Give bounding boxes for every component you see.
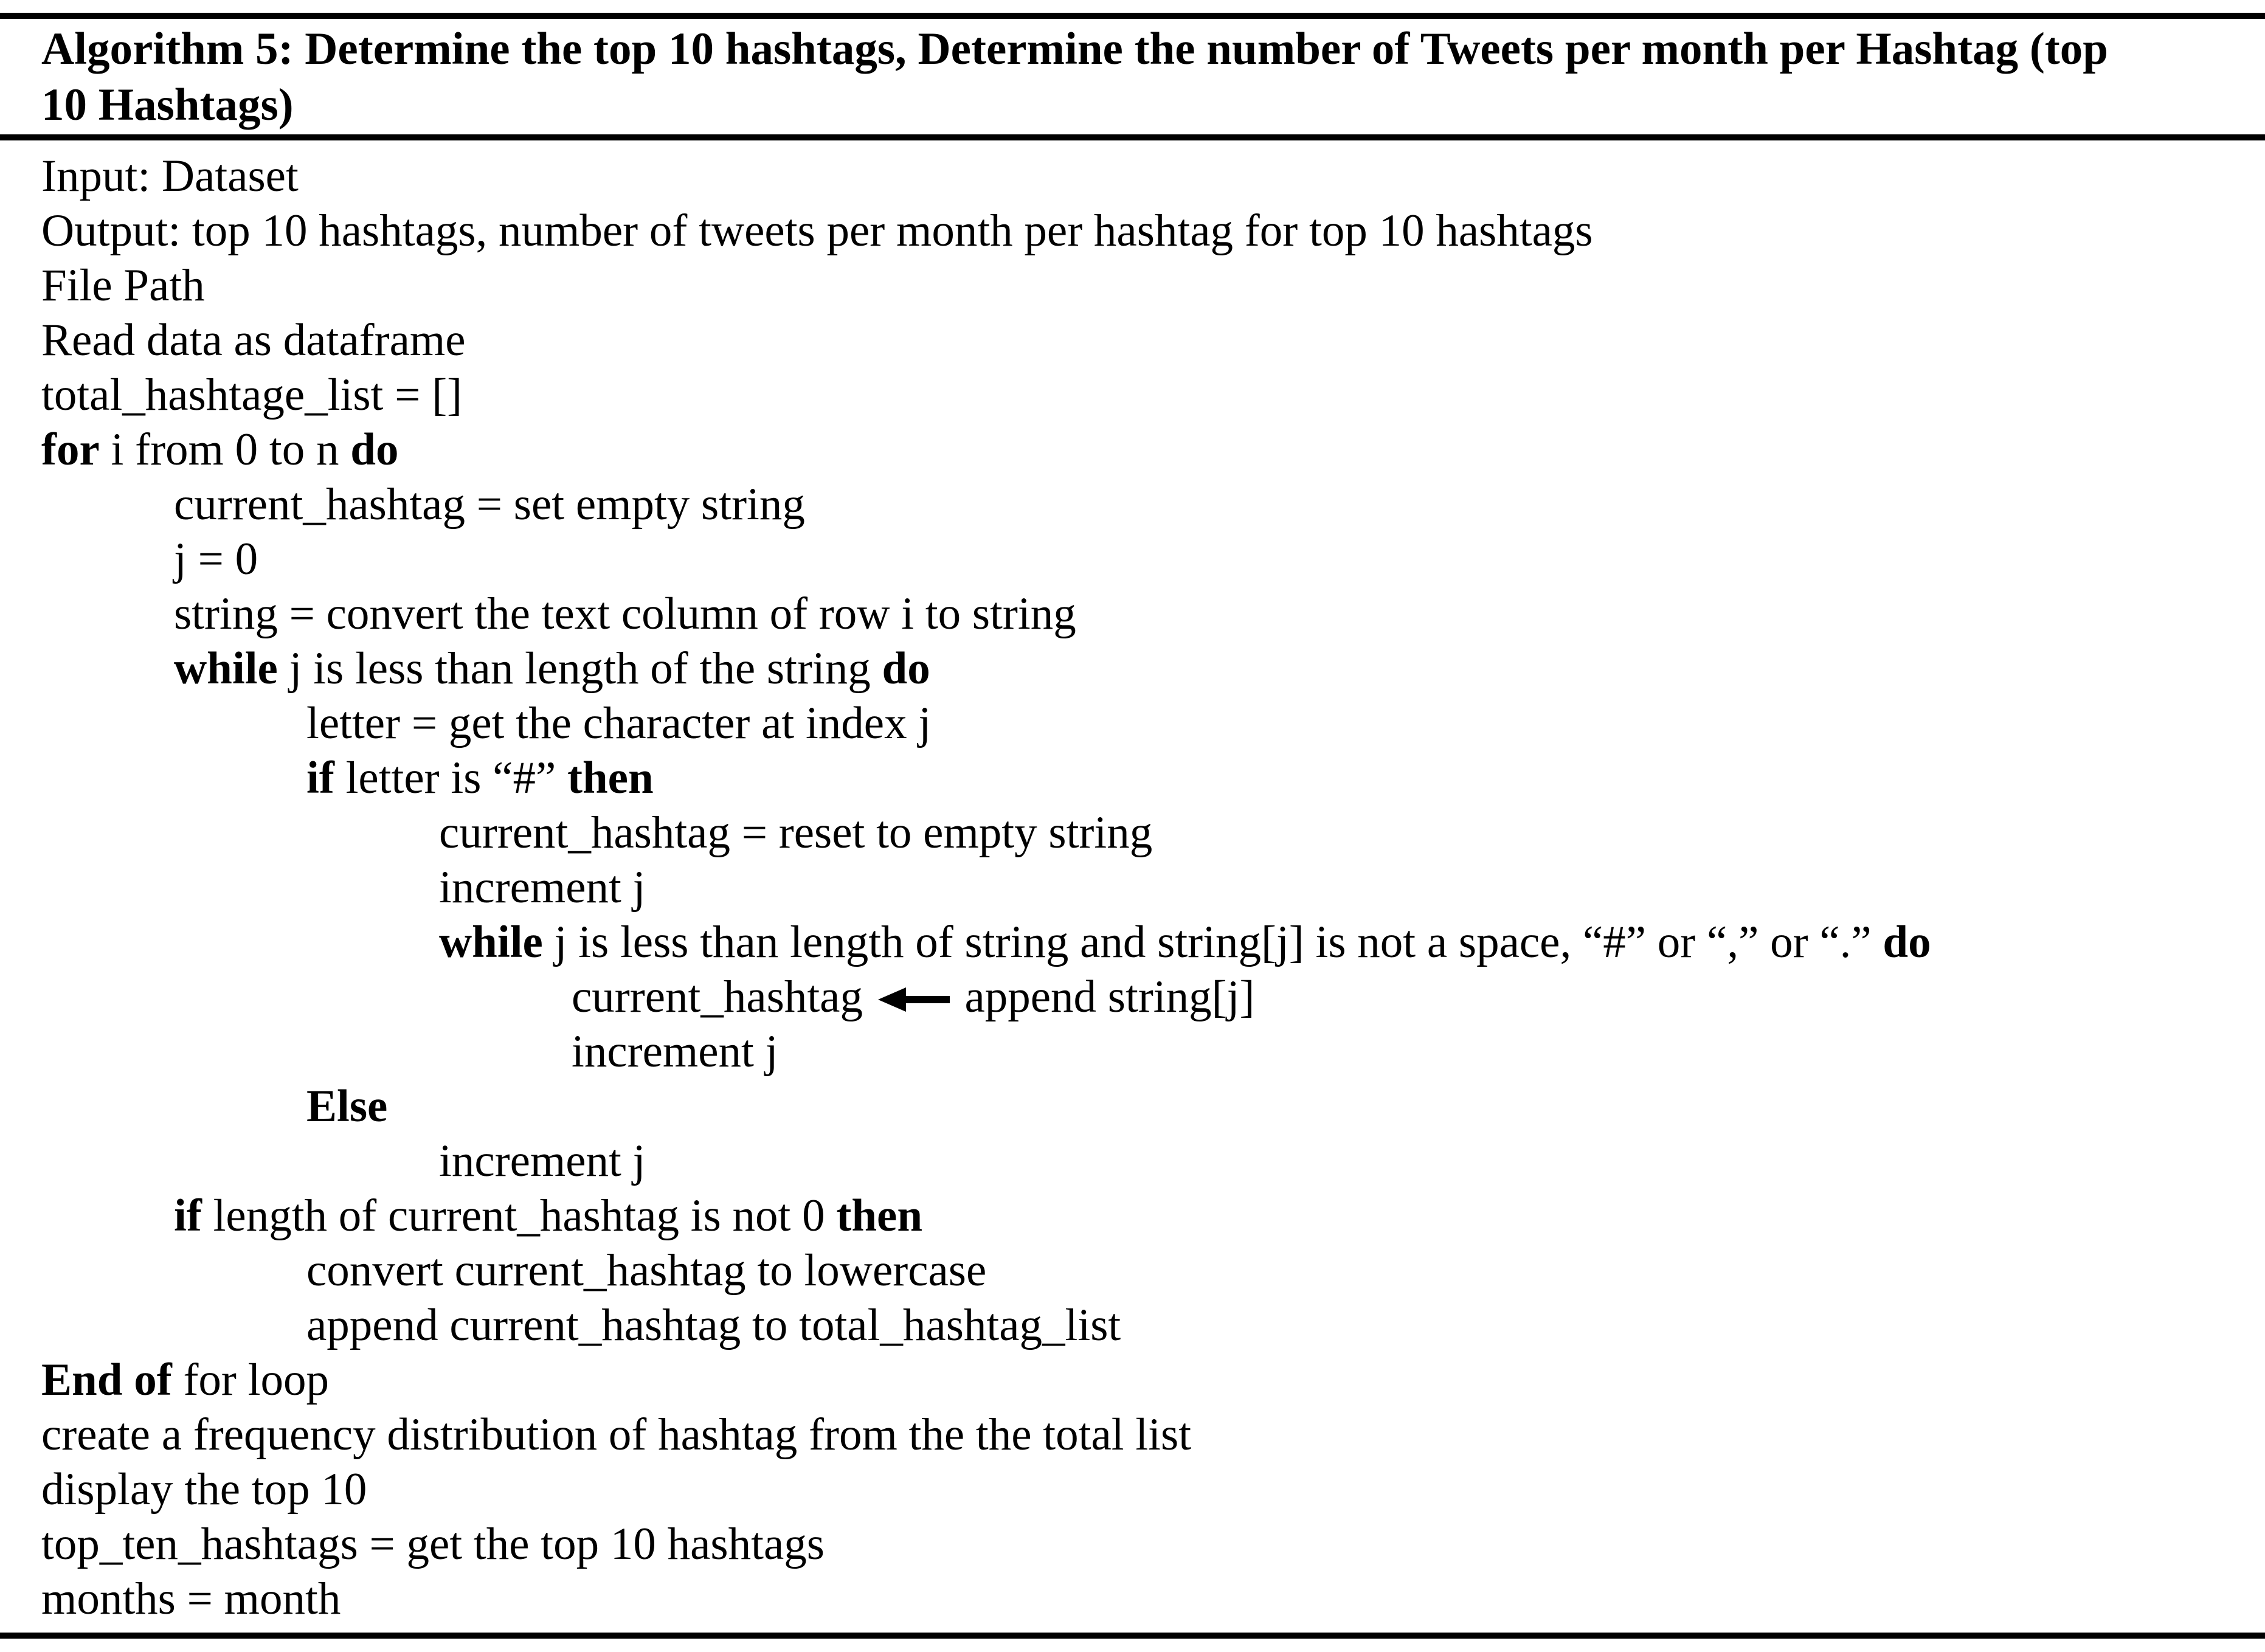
code-line xyxy=(41,806,2265,860)
code-line xyxy=(41,587,2265,641)
code-text: append string[j] xyxy=(953,972,1255,1022)
code-line xyxy=(41,1079,2265,1134)
pseudocode-body xyxy=(0,140,2265,1626)
code-text: Input: Dataset xyxy=(41,151,299,201)
keyword-text: do xyxy=(882,643,930,694)
code-line xyxy=(41,860,2265,915)
code-text: increment j xyxy=(439,1136,646,1186)
code-text: length of current_hashtag is not 0 xyxy=(201,1191,837,1241)
keyword-text: then xyxy=(567,753,654,803)
code-line xyxy=(41,1462,2265,1517)
code-text: j is less than length of the string xyxy=(277,643,882,694)
keyword-text: if xyxy=(306,753,334,803)
keyword-text: do xyxy=(350,424,399,475)
code-text: j = 0 xyxy=(174,534,258,584)
code-text: i from 0 to n xyxy=(99,424,351,475)
algorithm-title-line-1: Algorithm 5: Determine the top 10 hashtags, Determine the number of Tweets per month per Hashtag (top xyxy=(41,24,2108,74)
code-text: letter = get the character at index j xyxy=(306,698,932,748)
code-line xyxy=(41,1025,2265,1079)
top-rule xyxy=(0,13,2265,19)
code-text: display the top 10 xyxy=(41,1464,367,1515)
code-text: File Path xyxy=(41,260,205,311)
code-line xyxy=(41,751,2265,806)
code-line xyxy=(41,1189,2265,1243)
code-line xyxy=(41,204,2265,258)
code-line xyxy=(41,258,2265,313)
code-line xyxy=(41,915,2265,970)
code-text: top_ten_hashtags = get the top 10 hashtags xyxy=(41,1519,825,1569)
code-line xyxy=(41,1353,2265,1408)
code-line xyxy=(41,1243,2265,1298)
code-text: Read data as dataframe xyxy=(41,315,466,365)
keyword-text: Else xyxy=(306,1081,388,1132)
keyword-text: if xyxy=(174,1191,202,1241)
code-line xyxy=(41,477,2265,532)
keyword-text: End of xyxy=(41,1355,172,1405)
code-text: current_hashtag = reset to empty string xyxy=(439,807,1153,858)
code-line xyxy=(41,423,2265,477)
code-text: current_hashtag = set empty string xyxy=(174,479,805,530)
code-text: string = convert the text column of row i to string xyxy=(174,589,1076,639)
code-text: total_hashtage_list = [] xyxy=(41,370,463,420)
keyword-text: do xyxy=(1883,917,1931,967)
code-line xyxy=(41,1517,2265,1572)
code-text: convert current_hashtag to lowercase xyxy=(306,1245,987,1296)
code-text: Output: top 10 hashtags, number of tweets per month per hashtag for top 10 hashtags xyxy=(41,206,1593,256)
code-text: months = month xyxy=(41,1574,341,1624)
left-arrow-icon xyxy=(878,987,950,1012)
code-line xyxy=(41,1298,2265,1353)
code-line xyxy=(41,149,2265,204)
keyword-text: then xyxy=(836,1191,923,1241)
code-text: increment j xyxy=(572,1026,778,1077)
code-text: j is less than length of string and string[j] is not a space, “#” or “,” or “.” xyxy=(542,917,1883,967)
code-line xyxy=(41,313,2265,368)
code-line xyxy=(41,1134,2265,1189)
code-line xyxy=(41,696,2265,751)
algorithm-header xyxy=(0,19,2265,134)
code-text: create a frequency distribution of hashtag from the the total list xyxy=(41,1409,1192,1460)
code-text: increment j xyxy=(439,862,646,913)
algorithm-title-line-2: 10 Hashtags) xyxy=(41,80,294,130)
keyword-text: while xyxy=(439,917,543,967)
code-line xyxy=(41,1408,2265,1462)
keyword-text: while xyxy=(174,643,278,694)
keyword-text: for xyxy=(41,424,100,475)
code-line xyxy=(41,970,2265,1025)
code-line xyxy=(41,532,2265,587)
bottom-rule xyxy=(0,1633,2265,1639)
code-text: letter is “#” xyxy=(334,753,567,803)
code-text: append current_hashtag to total_hashtag_list xyxy=(306,1300,1121,1350)
code-text: current_hashtag xyxy=(572,972,874,1022)
code-line xyxy=(41,368,2265,423)
code-text: for loop xyxy=(171,1355,329,1405)
header-divider-rule xyxy=(0,134,2265,140)
code-line xyxy=(41,1572,2265,1626)
code-line xyxy=(41,641,2265,696)
